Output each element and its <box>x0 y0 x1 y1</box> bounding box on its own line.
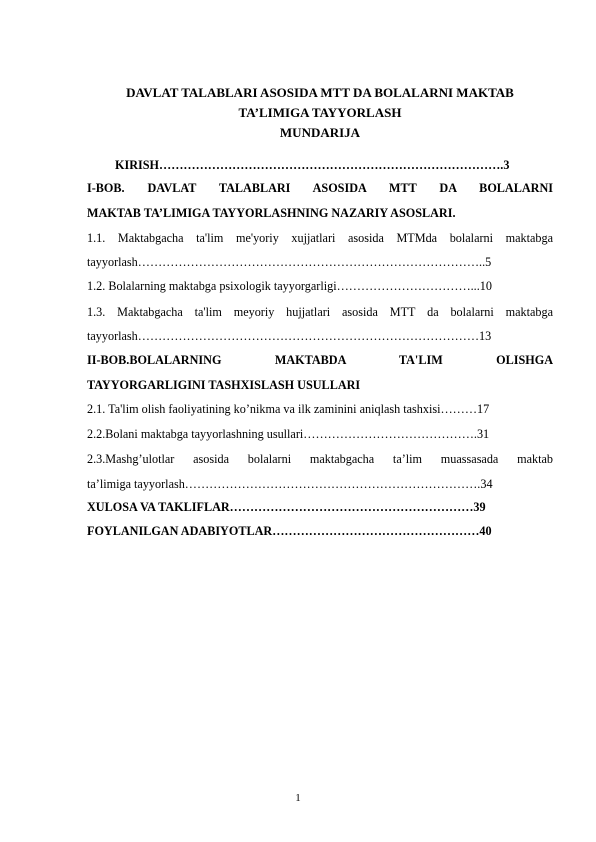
toc-chapter2-line2: TAYYORGARLIGINI TASHXISLASH USULLARI <box>87 378 361 392</box>
toc-entry-kirish: KIRISH………………………………………………………………………….3 <box>115 158 510 172</box>
document-title-line2: TA’LIMIGA TAYYORLASH <box>238 105 402 120</box>
toc-entry-2-1: 2.1. Ta'lim olish faoliyatining ko’nikma va ilk zaminini aniqlash tashxisi………17 <box>87 402 490 416</box>
toc-entry-2-3-line1: 2.3.Mashg’ulotlar asosida bolalarni maktabgacha ta’lim muassasada maktab <box>87 452 553 466</box>
toc-entry-1-1-line1: 1.1. Maktabgacha ta'lim me'yoriy xujjatlari asosida MTMda bolalarni maktabga <box>87 231 553 245</box>
toc-chapter2-line1: II-BOB.BOLALARNING MAKTABDA TA'LIM OLISHGA <box>87 353 553 367</box>
toc-chapter1-line1: I-BOB. DAVLAT TALABLARI ASOSIDA MTT DA BOLALARNI <box>87 181 553 195</box>
contents-heading: MUNDARIJA <box>279 125 361 140</box>
toc-entry-2-3-line2: ta’limiga tayyorlash……………………………………………………………….34 <box>87 477 493 491</box>
toc-chapter1-line2: MAKTAB TA’LIMIGA TAYYORLASHNING NAZARIY ASOSLARI. <box>87 206 456 220</box>
page-number: 1 <box>295 792 301 804</box>
toc-entry-2-2: 2.2.Bolani maktabga tayyorlashning usullari…………………………………….31 <box>87 427 490 441</box>
document-title-line1: DAVLAT TALABLARI ASOSIDA MTT DA BOLALARNI MAKTAB <box>126 85 514 100</box>
toc-entry-1-2: 1.2. Bolalarning maktabga psixologik tayyorgarligi……………………………...10 <box>87 279 492 293</box>
toc-entry-conclusions: XULOSA VA TAKLIFLAR……………………………………………………39 <box>87 500 486 514</box>
toc-entry-1-3-line2: tayyorlash…………………………………………………………………………13 <box>87 329 492 343</box>
toc-entry-references: FOYLANILGAN ADABIYOTLAR……………………………………………40 <box>87 524 492 538</box>
toc-entry-1-1-line2: tayyorlash…………………………………………………………………………..5 <box>87 255 492 269</box>
toc-entry-1-3-line1: 1.3. Maktabgacha ta'lim meyoriy hujjatlari asosida MTT da bolalarni maktabga <box>87 305 553 319</box>
